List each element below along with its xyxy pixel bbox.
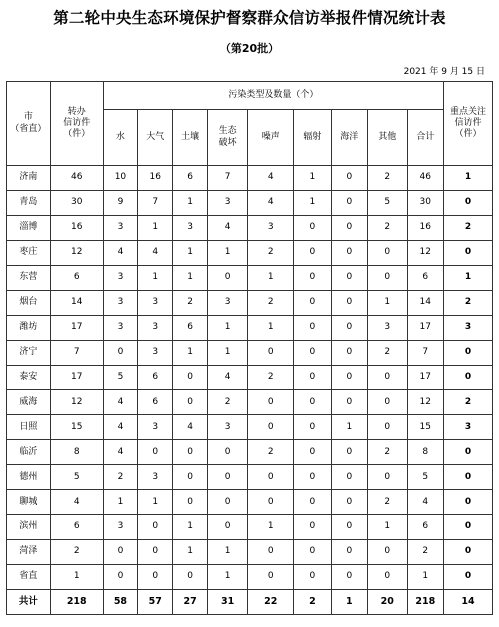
cell-air: 7 <box>138 190 173 215</box>
cell-transferred: 16 <box>50 215 103 240</box>
cell-water: 2 <box>103 465 137 490</box>
cell-air: 0 <box>138 540 173 565</box>
cell-radiation: 0 <box>294 240 331 265</box>
cell-city: 潍坊 <box>7 315 51 340</box>
cell-sum: 16 <box>407 215 443 240</box>
cell-ocean: 0 <box>331 440 367 465</box>
cell-noise: 1 <box>248 515 294 540</box>
header-ocean: 海洋 <box>331 110 367 166</box>
cell-air: 0 <box>138 565 173 590</box>
cell-soil: 6 <box>173 166 207 191</box>
cell-eco: 3 <box>207 290 248 315</box>
cell-water: 3 <box>103 265 137 290</box>
cell-eco: 0 <box>207 515 248 540</box>
total-air: 57 <box>138 589 173 614</box>
table-row <box>7 540 493 565</box>
cell-transferred: 15 <box>50 415 103 440</box>
report-date: 2021 年 9 月 15 日 <box>403 67 485 77</box>
cell-sum: 30 <box>407 190 443 215</box>
cell-radiation: 0 <box>294 515 331 540</box>
cell-water: 4 <box>103 390 137 415</box>
cell-noise: 4 <box>248 190 294 215</box>
cell-focus: 0 <box>444 190 493 215</box>
table-row <box>7 215 493 240</box>
cell-water: 0 <box>103 340 137 365</box>
cell-soil: 1 <box>173 265 207 290</box>
cell-noise: 0 <box>248 390 294 415</box>
header-transferred: 转办 信访件 （件） <box>50 82 103 166</box>
header-other: 其他 <box>368 110 408 166</box>
cell-sum: 1 <box>407 565 443 590</box>
table-row <box>7 390 493 415</box>
cell-focus: 0 <box>444 365 493 390</box>
cell-other: 2 <box>368 215 408 240</box>
cell-soil: 4 <box>173 415 207 440</box>
cell-ocean: 1 <box>331 415 367 440</box>
header-noise: 噪声 <box>248 110 294 166</box>
cell-air: 0 <box>138 440 173 465</box>
cell-transferred: 5 <box>50 465 103 490</box>
cell-water: 9 <box>103 190 137 215</box>
cell-noise: 3 <box>248 215 294 240</box>
table-row <box>7 315 493 340</box>
cell-focus: 0 <box>444 490 493 515</box>
table-row <box>7 465 493 490</box>
table-row <box>7 365 493 390</box>
cell-water: 0 <box>103 540 137 565</box>
cell-eco: 4 <box>207 215 248 240</box>
cell-sum: 6 <box>407 265 443 290</box>
cell-noise: 0 <box>248 415 294 440</box>
cell-noise: 0 <box>248 540 294 565</box>
cell-city: 东营 <box>7 265 51 290</box>
cell-radiation: 0 <box>294 565 331 590</box>
cell-ocean: 0 <box>331 166 367 191</box>
cell-air: 0 <box>138 515 173 540</box>
cell-other: 0 <box>368 265 408 290</box>
total-label: 共计 <box>7 589 51 614</box>
cell-other: 0 <box>368 540 408 565</box>
cell-focus: 1 <box>444 166 493 191</box>
cell-water: 1 <box>103 490 137 515</box>
cell-focus: 2 <box>444 290 493 315</box>
cell-transferred: 6 <box>50 515 103 540</box>
cell-eco: 2 <box>207 390 248 415</box>
cell-radiation: 0 <box>294 265 331 290</box>
cell-eco: 0 <box>207 465 248 490</box>
cell-sum: 46 <box>407 166 443 191</box>
header-soil: 土壤 <box>173 110 207 166</box>
cell-city: 烟台 <box>7 290 51 315</box>
total-ocean: 1 <box>331 589 367 614</box>
cell-eco: 7 <box>207 166 248 191</box>
cell-other: 0 <box>368 565 408 590</box>
cell-transferred: 12 <box>50 390 103 415</box>
cell-water: 0 <box>103 565 137 590</box>
table-row <box>7 565 493 590</box>
cell-transferred: 6 <box>50 265 103 290</box>
cell-focus: 0 <box>444 465 493 490</box>
cell-eco: 0 <box>207 265 248 290</box>
cell-ocean: 0 <box>331 490 367 515</box>
cell-radiation: 1 <box>294 190 331 215</box>
cell-transferred: 1 <box>50 565 103 590</box>
cell-focus: 1 <box>444 265 493 290</box>
cell-soil: 0 <box>173 465 207 490</box>
cell-eco: 0 <box>207 490 248 515</box>
table-row <box>7 415 493 440</box>
cell-soil: 0 <box>173 490 207 515</box>
total-sum: 218 <box>407 589 443 614</box>
cell-sum: 7 <box>407 340 443 365</box>
cell-city: 淄博 <box>7 215 51 240</box>
cell-sum: 4 <box>407 490 443 515</box>
cell-sum: 6 <box>407 515 443 540</box>
cell-sum: 5 <box>407 465 443 490</box>
cell-soil: 0 <box>173 440 207 465</box>
cell-eco: 1 <box>207 565 248 590</box>
cell-air: 6 <box>138 365 173 390</box>
cell-water: 4 <box>103 415 137 440</box>
header-row-top <box>7 82 493 110</box>
cell-transferred: 12 <box>50 240 103 265</box>
table-row <box>7 265 493 290</box>
batch-subtitle: （第20批） <box>219 42 280 55</box>
cell-noise: 2 <box>248 240 294 265</box>
cell-eco: 4 <box>207 365 248 390</box>
cell-noise: 1 <box>248 265 294 290</box>
cell-city: 济宁 <box>7 340 51 365</box>
cell-focus: 2 <box>444 215 493 240</box>
total-transferred: 218 <box>50 589 103 614</box>
cell-city: 滨州 <box>7 515 51 540</box>
cell-ocean: 0 <box>331 465 367 490</box>
total-water: 58 <box>103 589 137 614</box>
cell-focus: 0 <box>444 340 493 365</box>
total-soil: 27 <box>173 589 207 614</box>
cell-water: 3 <box>103 515 137 540</box>
cell-radiation: 0 <box>294 290 331 315</box>
header-pollution-types: 污染类型及数量（个） <box>103 82 443 110</box>
cell-noise: 2 <box>248 290 294 315</box>
table-row <box>7 240 493 265</box>
cell-eco: 1 <box>207 340 248 365</box>
cell-radiation: 0 <box>294 390 331 415</box>
cell-soil: 0 <box>173 565 207 590</box>
cell-radiation: 0 <box>294 365 331 390</box>
cell-water: 5 <box>103 365 137 390</box>
cell-sum: 17 <box>407 365 443 390</box>
total-eco: 31 <box>207 589 248 614</box>
cell-other: 2 <box>368 340 408 365</box>
cell-city: 青岛 <box>7 190 51 215</box>
cell-eco: 3 <box>207 190 248 215</box>
cell-city: 菏泽 <box>7 540 51 565</box>
cell-sum: 17 <box>407 315 443 340</box>
total-radiation: 2 <box>294 589 331 614</box>
cell-transferred: 4 <box>50 490 103 515</box>
cell-ocean: 0 <box>331 190 367 215</box>
cell-transferred: 17 <box>50 315 103 340</box>
header-city: 市 （省直） <box>7 82 51 166</box>
cell-focus: 2 <box>444 390 493 415</box>
cell-city: 枣庄 <box>7 240 51 265</box>
cell-soil: 6 <box>173 315 207 340</box>
statistics-table <box>6 81 493 615</box>
cell-ocean: 0 <box>331 215 367 240</box>
cell-eco: 1 <box>207 315 248 340</box>
cell-city: 临沂 <box>7 440 51 465</box>
cell-ocean: 0 <box>331 240 367 265</box>
table-row <box>7 190 493 215</box>
cell-sum: 12 <box>407 240 443 265</box>
cell-other: 0 <box>368 365 408 390</box>
cell-sum: 14 <box>407 290 443 315</box>
cell-noise: 2 <box>248 440 294 465</box>
cell-ocean: 0 <box>331 565 367 590</box>
cell-radiation: 1 <box>294 166 331 191</box>
cell-other: 2 <box>368 490 408 515</box>
cell-other: 5 <box>368 190 408 215</box>
cell-water: 3 <box>103 290 137 315</box>
cell-noise: 0 <box>248 565 294 590</box>
cell-sum: 2 <box>407 540 443 565</box>
cell-radiation: 0 <box>294 440 331 465</box>
total-noise: 22 <box>248 589 294 614</box>
cell-radiation: 0 <box>294 340 331 365</box>
cell-transferred: 7 <box>50 340 103 365</box>
cell-noise: 0 <box>248 465 294 490</box>
cell-soil: 0 <box>173 365 207 390</box>
cell-other: 1 <box>368 290 408 315</box>
cell-radiation: 0 <box>294 540 331 565</box>
cell-air: 1 <box>138 265 173 290</box>
cell-radiation: 0 <box>294 465 331 490</box>
cell-sum: 8 <box>407 440 443 465</box>
page-title: 第二轮中央生态环境保护督察群众信访举报件情况统计表 <box>53 9 446 27</box>
table-row <box>7 166 493 191</box>
cell-city: 聊城 <box>7 490 51 515</box>
cell-water: 4 <box>103 440 137 465</box>
cell-noise: 2 <box>248 365 294 390</box>
cell-ocean: 0 <box>331 390 367 415</box>
cell-radiation: 0 <box>294 490 331 515</box>
cell-soil: 1 <box>173 540 207 565</box>
cell-other: 0 <box>368 240 408 265</box>
cell-ocean: 0 <box>331 340 367 365</box>
cell-eco: 3 <box>207 415 248 440</box>
cell-transferred: 14 <box>50 290 103 315</box>
cell-eco: 1 <box>207 240 248 265</box>
cell-transferred: 8 <box>50 440 103 465</box>
cell-eco: 1 <box>207 540 248 565</box>
cell-focus: 0 <box>444 440 493 465</box>
header-sum: 合计 <box>407 110 443 166</box>
table-row <box>7 515 493 540</box>
cell-air: 1 <box>138 490 173 515</box>
cell-water: 10 <box>103 166 137 191</box>
cell-ocean: 0 <box>331 365 367 390</box>
cell-noise: 0 <box>248 340 294 365</box>
cell-city: 省直 <box>7 565 51 590</box>
cell-noise: 4 <box>248 166 294 191</box>
table-row <box>7 340 493 365</box>
cell-ocean: 0 <box>331 290 367 315</box>
cell-city: 泰安 <box>7 365 51 390</box>
total-other: 20 <box>368 589 408 614</box>
cell-city: 日照 <box>7 415 51 440</box>
cell-other: 2 <box>368 440 408 465</box>
header-radiation: 辐射 <box>294 110 331 166</box>
cell-air: 3 <box>138 340 173 365</box>
header-water: 水 <box>103 110 137 166</box>
cell-transferred: 17 <box>50 365 103 390</box>
table-body <box>7 166 493 615</box>
cell-radiation: 0 <box>294 315 331 340</box>
cell-soil: 1 <box>173 240 207 265</box>
cell-focus: 0 <box>444 515 493 540</box>
header-eco: 生态 破坏 <box>207 110 248 166</box>
cell-transferred: 2 <box>50 540 103 565</box>
cell-soil: 1 <box>173 190 207 215</box>
cell-sum: 15 <box>407 415 443 440</box>
cell-water: 3 <box>103 315 137 340</box>
cell-other: 1 <box>368 515 408 540</box>
cell-radiation: 0 <box>294 215 331 240</box>
table-row <box>7 440 493 465</box>
table-row <box>7 290 493 315</box>
cell-other: 2 <box>368 166 408 191</box>
cell-city: 威海 <box>7 390 51 415</box>
cell-air: 3 <box>138 415 173 440</box>
cell-focus: 0 <box>444 540 493 565</box>
cell-other: 0 <box>368 415 408 440</box>
total-focus: 14 <box>444 589 493 614</box>
cell-ocean: 0 <box>331 540 367 565</box>
cell-soil: 1 <box>173 515 207 540</box>
table-row <box>7 490 493 515</box>
cell-water: 4 <box>103 240 137 265</box>
cell-ocean: 0 <box>331 515 367 540</box>
cell-ocean: 0 <box>331 315 367 340</box>
cell-transferred: 30 <box>50 190 103 215</box>
cell-noise: 1 <box>248 315 294 340</box>
cell-air: 3 <box>138 315 173 340</box>
cell-air: 16 <box>138 166 173 191</box>
cell-soil: 3 <box>173 215 207 240</box>
cell-air: 3 <box>138 290 173 315</box>
cell-soil: 2 <box>173 290 207 315</box>
cell-city: 德州 <box>7 465 51 490</box>
cell-radiation: 0 <box>294 415 331 440</box>
cell-sum: 12 <box>407 390 443 415</box>
cell-air: 4 <box>138 240 173 265</box>
header-air: 大气 <box>138 110 173 166</box>
cell-soil: 1 <box>173 340 207 365</box>
cell-eco: 0 <box>207 440 248 465</box>
cell-other: 3 <box>368 315 408 340</box>
cell-water: 3 <box>103 215 137 240</box>
cell-focus: 0 <box>444 565 493 590</box>
cell-focus: 0 <box>444 240 493 265</box>
total-row <box>7 589 493 614</box>
header-focus: 重点关注 信访件 （件） <box>444 82 493 166</box>
cell-air: 6 <box>138 390 173 415</box>
cell-other: 0 <box>368 390 408 415</box>
cell-other: 0 <box>368 465 408 490</box>
cell-city: 济南 <box>7 166 51 191</box>
cell-focus: 3 <box>444 315 493 340</box>
cell-ocean: 0 <box>331 265 367 290</box>
cell-soil: 0 <box>173 390 207 415</box>
cell-transferred: 46 <box>50 166 103 191</box>
cell-air: 1 <box>138 215 173 240</box>
cell-focus: 3 <box>444 415 493 440</box>
cell-air: 3 <box>138 465 173 490</box>
cell-noise: 0 <box>248 490 294 515</box>
